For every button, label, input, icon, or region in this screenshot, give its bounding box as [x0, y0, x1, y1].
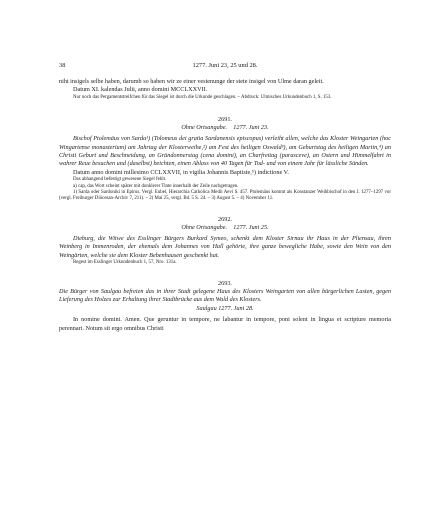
- document-place-date: [59, 124, 391, 132]
- document-summary: Bischof Ptolemäus von Sarda¹) (Tolomeus dei gratia Sardanensis episcopus) verleiht allen, welche das Kloster Weingarten (hoc Wingartense monasterium) am Jahrtag der Klosterweihe,²) am Fest des heiligen Oswald³), am Geburtstag des heiligen Martin,⁴) an Christi Geburt und Beschneidung, an Gründonnerstag (cena domini), an Charfreitag (parasceve), an Ostern und Himmelfahrt in wahrer Reue besuchen und (daselbst) beichten, einen Ablass von 40 Tagen für Tod- und von einem Jahr für lässliche Sünden.: [59, 135, 391, 168]
- document-2691: [59, 115, 391, 203]
- document-place: Ohne Ortsangabe.: [181, 124, 228, 132]
- document-date: 1277. Juni 23.: [233, 124, 269, 132]
- document-2692: [59, 215, 391, 267]
- previous-document-note: Nur noch das Pergamentstreifchen für das Siegel ist durch die Urkunde geschlagen. – Abdruck: Ulmisches Urkundenbuch 1, S. 153.: [73, 94, 332, 100]
- footnote-1: 1) Sarda oder Sardoniki in Epirus. Vergl. Eubel, Hierarchia Catholica Medii Aevi S. 457. Ptolemäus kommt als Konstanzer Weihbischof in den J. 1277–1297 vor (vergl. Freiburger Diöcesan-Archiv 7, 211). – 2) Mai 25, vergl. Bd. 5 S. 24. – 3) August 5. – 4) November 11.: [59, 190, 391, 202]
- footnote-a: a) cap, das Wort scheint später mit dunklerer Tinte innerhalb der Zeile nachgetragen.: [73, 183, 239, 189]
- document-place-date: [59, 224, 391, 232]
- document-number: 2692.: [218, 215, 232, 223]
- previous-document-ending: niht insigels selbe haben, darumb so haben wir ze einer vestenunge der stete insigel von Ulme daran geleit.: [59, 78, 324, 85]
- running-header: [59, 60, 391, 72]
- page-number: 38: [59, 62, 66, 69]
- document-place: Ohne Ortsangabe.: [181, 223, 228, 231]
- seal-note: Das abhangend befestigt gewesene Siegel fehlt.: [73, 177, 167, 183]
- regest-note: Regest im Esslinger Urkundenbuch 1, 57, Nro. 131a.: [73, 260, 177, 266]
- document-text: In nomine domini. Amen. Que geruntur in tempore, ne labantur in tempore, poni solent in lingua et scripture memoria perennari. Notum sit ergo omnibus Christi: [59, 316, 391, 332]
- previous-document-datum: Datum XI. kalendas Julii, anno domini MCCLXXVII.: [73, 86, 208, 94]
- document-summary: Dieburg, die Witwe des Esslinger Bürgers Burkard Symeo, schenkt dem Kloster Sirnau ihr Haus in der Pliensau, ihren Weinberg in Immenroden, der ehemals dem Johannes von Hall gehörte, ihre ganze bewegliche Habe, sowie den Wein von den Weingärten, welche sie dem Kloster Bebenhausen geschenkt hat.: [59, 234, 391, 259]
- document-2693: [59, 279, 391, 334]
- document-datum: Datum anno domini millesimo CCLXXVII, in vigilia Johannis Baptiste,⁵) indictione V.: [73, 168, 289, 176]
- running-head: 1277. Juni 23, 25 und 28.: [192, 62, 258, 69]
- document-date: 1277. Juni 25.: [233, 223, 269, 231]
- document-number: 2691.: [218, 116, 232, 124]
- document-number: 2693.: [218, 279, 232, 287]
- page-content: [59, 60, 391, 333]
- document-place-date: Saulgau 1277. Juni 28.: [196, 305, 254, 313]
- document-summary: Die Bürger von Saulgau befreien das in ihrer Stadt gelegene Haus des Klosters Weingarten von allen bürgerlichen Lasten, gegen Lieferung des Holzes zur Erhaltung ihrer Stadtbrücke aus dem Wald des Klosters.: [59, 287, 391, 303]
